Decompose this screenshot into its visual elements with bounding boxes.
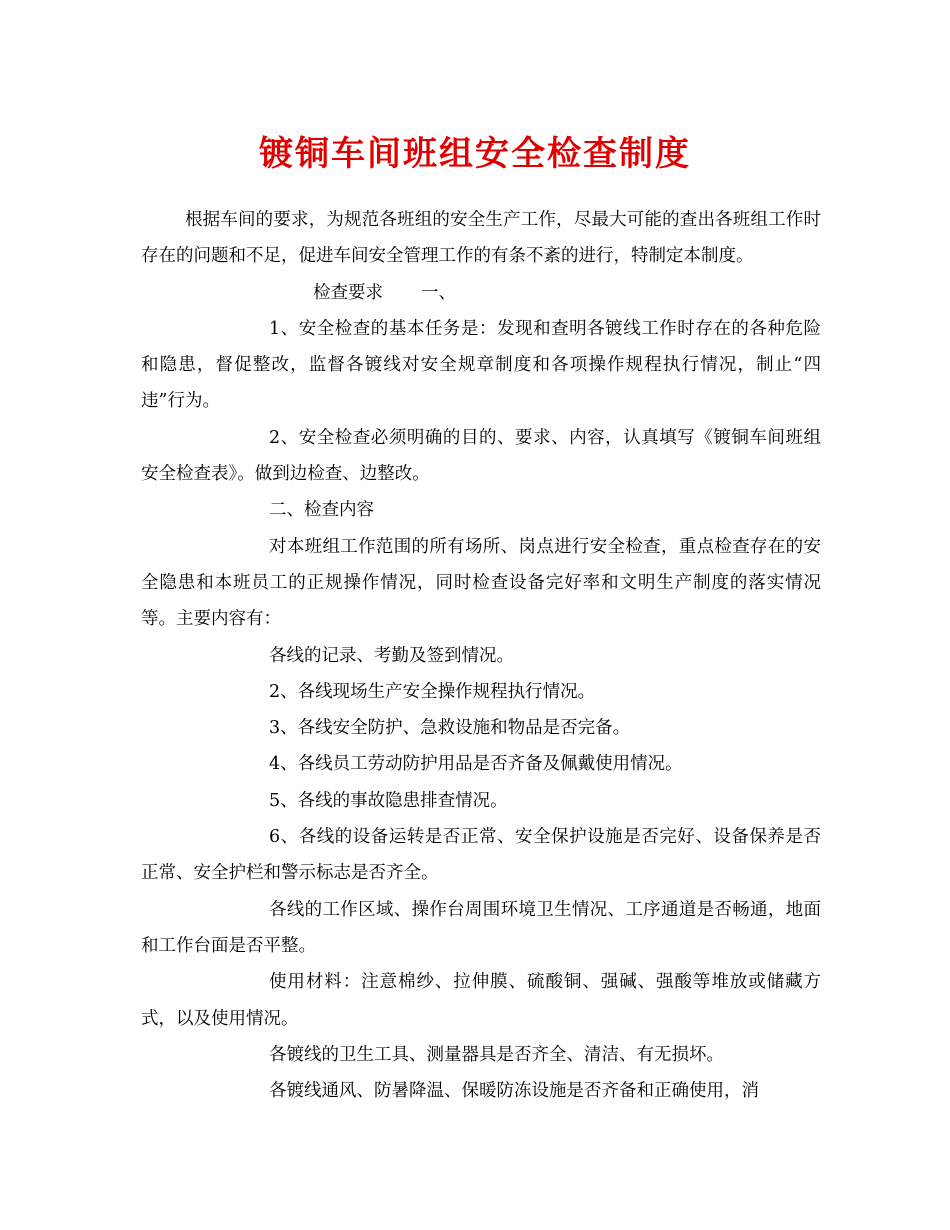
section-2-item: 4、各线员工劳动防护用品是否齐备及佩戴使用情况。 xyxy=(269,754,683,775)
section-2-item: 各线的记录、考勤及签到情况。 xyxy=(269,645,514,666)
section-2-heading: 二、检查内容 xyxy=(269,500,374,521)
section-2-item: 6、各线的设备运转是否正常、安全保护设施是否完好、设备保养是否正常、安全护栏和警示标志是否齐全。 xyxy=(141,827,821,884)
section-2-intro: 对本班组工作范围的所有场所、岗点进行安全检查，重点检查存在的安全隐患和本班员工的正规操作情况，同时检查设备完好率和文明生产制度的落实情况等。主要内容有： xyxy=(141,536,821,630)
section-2-item: 2、各线现场生产安全操作规程执行情况。 xyxy=(269,681,596,702)
document-title: 镀铜车间班组安全检查制度 xyxy=(259,134,691,174)
section-1-heading-text: 检查要求 xyxy=(313,282,383,303)
section-2-item: 各镀线的卫生工具、测量器具是否齐全、清洁、有无损坏。 xyxy=(269,1044,724,1065)
section-2-item: 3、各线安全防护、急救设施和物品是否完备。 xyxy=(269,718,631,739)
section-1-heading xyxy=(141,275,821,311)
section-1-item-2: 2、安全检查必须明确的目的、要求、内容，认真填写《镀铜车间班组安全检查表》。做到边检查、边整改。 xyxy=(141,427,821,485)
section-2-item: 各线的工作区域、操作台周围环境卫生情况、工序通道是否畅通，地面和工作台面是否平整。 xyxy=(141,899,821,956)
document-body xyxy=(141,202,821,1109)
intro-paragraph: 根据车间的要求，为规范各班组的安全生产工作，尽最大可能的查出各班组工作时存在的问题和不足，促进车间安全管理工作的有条不紊的进行，特制定本制度。 xyxy=(141,210,821,267)
section-1-item-1: 1、安全检查的基本任务是：发现和查明各镀线工作时存在的各种危险和隐患，督促整改，监督各镀线对安全规章制度和各项操作规程执行情况，制止“四违”行为。 xyxy=(141,318,821,412)
section-2-item: 使用材料：注意棉纱、拉伸膜、硫酸铜、强碱、强酸等堆放或储藏方式，以及使用情况。 xyxy=(141,972,821,1029)
section-2-item: 各镀线通风、防暑降温、保暖防冻设施是否齐备和正确使用，消 xyxy=(269,1081,759,1102)
section-2-item: 5、各线的事故隐患排查情况。 xyxy=(269,790,508,811)
section-1-number: 一、 xyxy=(421,282,456,303)
